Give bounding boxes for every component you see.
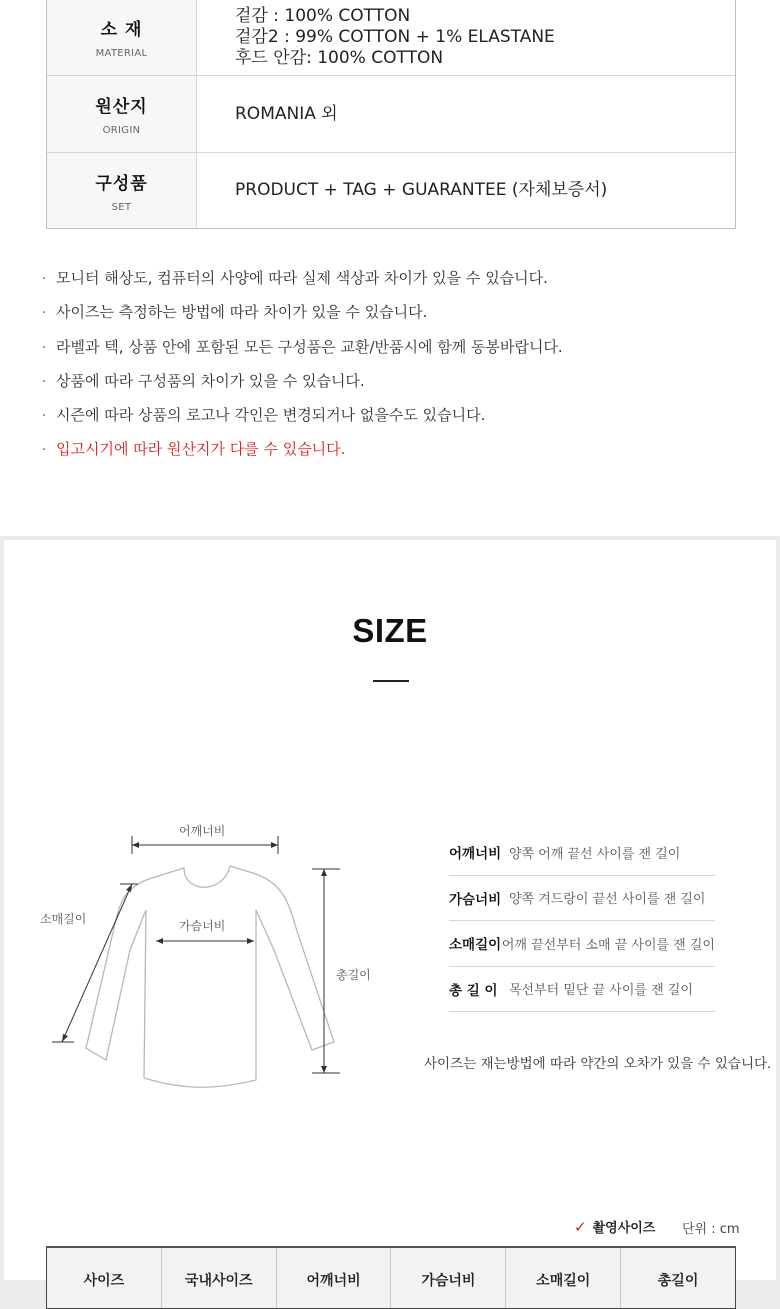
notice-item: [42, 365, 563, 399]
info-header: [47, 76, 197, 152]
diagram-label-shoulder: 어깨너비: [179, 824, 226, 838]
garment-illustration: [34, 810, 379, 1100]
definition-desc: 목선부터 밑단 끝 사이를 잰 길이: [509, 983, 693, 999]
definition-term: 가슴너비: [449, 891, 502, 908]
table-header-cell: 국내사이즈: [161, 1248, 276, 1308]
definition-term: 총 길 이: [449, 982, 498, 999]
notice-text: 사이즈는 측정하는 방법에 따라 차이가 있을 수 있습니다.: [56, 303, 428, 322]
garment-diagram: [34, 810, 379, 1100]
notice-text: 상품에 따라 구성품의 차이가 있을 수 있습니다.: [56, 371, 365, 390]
definition-desc: 어깨 끝선부터 소매 끝 사이를 잰 길이: [501, 937, 715, 953]
check-icon: ✓: [574, 1217, 587, 1236]
product-info-section: [0, 0, 780, 536]
notice-item: [42, 399, 563, 433]
bullet-icon: ·: [42, 374, 47, 390]
info-row-material: [47, 0, 735, 75]
definition-desc: 양쪽 어깨 끝선 사이를 잰 길이: [509, 846, 681, 862]
info-value-line: ROMANIA 외: [235, 103, 338, 124]
size-table-header: [46, 1246, 736, 1309]
info-label-en: ORIGIN: [102, 125, 141, 136]
measurement-definitions: [449, 830, 715, 1012]
bullet-icon: ·: [42, 443, 47, 459]
notice-item: [42, 296, 563, 330]
table-header-cell: 소매길이: [505, 1248, 620, 1308]
bullet-icon: ·: [42, 409, 47, 425]
bullet-icon: ·: [42, 272, 47, 287]
info-value: [197, 153, 735, 228]
diagram-label-sleeve: 소매길이: [40, 912, 87, 926]
table-header-cell: 어깨너비: [276, 1248, 391, 1308]
title-divider: [373, 680, 409, 682]
info-value: [197, 76, 735, 152]
info-value-line: PRODUCT + TAG + GUARANTEE (자체보증서): [235, 180, 608, 200]
info-row-set: [47, 152, 735, 228]
size-note: 사이즈는 재는방법에 따라 약간의 오차가 있을 수 있습니다.: [424, 1056, 772, 1072]
notice-list: [42, 262, 563, 468]
diagram-label-chest: 가슴너비: [179, 919, 226, 933]
info-value-line: 후드 안감: 100% COTTON: [235, 47, 444, 68]
definition-row: [449, 921, 715, 967]
notice-item: [42, 262, 563, 296]
section-title: SIZE: [352, 612, 428, 649]
info-value-line: 겉감 : 100% COTTON: [235, 5, 411, 26]
notice-text: 시즌에 따라 상품의 로고나 각인은 변경되거나 없을수도 있습니다.: [56, 406, 486, 425]
info-label-en: SET: [111, 201, 132, 213]
size-section: [4, 540, 776, 1289]
definition-term: 어깨너비: [449, 846, 502, 863]
definition-row: [449, 876, 715, 922]
info-label-en: MATERIAL: [95, 48, 148, 59]
photo-size-label: 촬영사이즈: [592, 1221, 656, 1236]
diagram-label-length: 총길이: [336, 968, 371, 982]
info-header: [47, 0, 197, 75]
photo-size-indicator: [574, 1217, 655, 1236]
definition-row: [449, 830, 715, 876]
definition-term: 소매길이: [449, 937, 502, 954]
bullet-icon: ·: [42, 340, 47, 356]
table-header-cell: 총길이: [620, 1248, 735, 1308]
notice-text: 입고시기에 따라 원산지가 다를 수 있습니다.: [56, 440, 346, 459]
table-header-cell: 사이즈: [83, 1273, 125, 1289]
info-value-line: 겉감2 : 99% COTTON + 1% ELASTANE: [235, 26, 555, 47]
product-info-table: [46, 0, 736, 229]
bullet-icon: ·: [42, 306, 47, 322]
definition-row: [449, 967, 715, 1013]
table-header-cell: 가슴너비: [390, 1248, 505, 1308]
notice-item-highlight: [42, 433, 563, 467]
info-label-ko: 소 재: [100, 20, 143, 40]
notice-text: 모니터 해상도, 컴퓨터의 사양에 따라 실제 색상과 차이가 있을 수 있습니다.: [56, 269, 548, 287]
info-label-ko: 원산지: [95, 97, 148, 117]
info-value: [197, 0, 735, 75]
info-header: [47, 153, 197, 228]
notice-item: [42, 331, 563, 365]
notice-text: 라벨과 텍, 상품 안에 포함된 모든 구성품은 교환/반품시에 함께 동봉바랍니다.: [56, 337, 563, 356]
unit-label: 단위 : cm: [682, 1222, 740, 1237]
info-row-origin: [47, 75, 735, 152]
info-label-ko: 구성품: [95, 173, 148, 194]
definition-desc: 양쪽 겨드랑이 끝선 사이를 잰 길이: [509, 892, 706, 908]
